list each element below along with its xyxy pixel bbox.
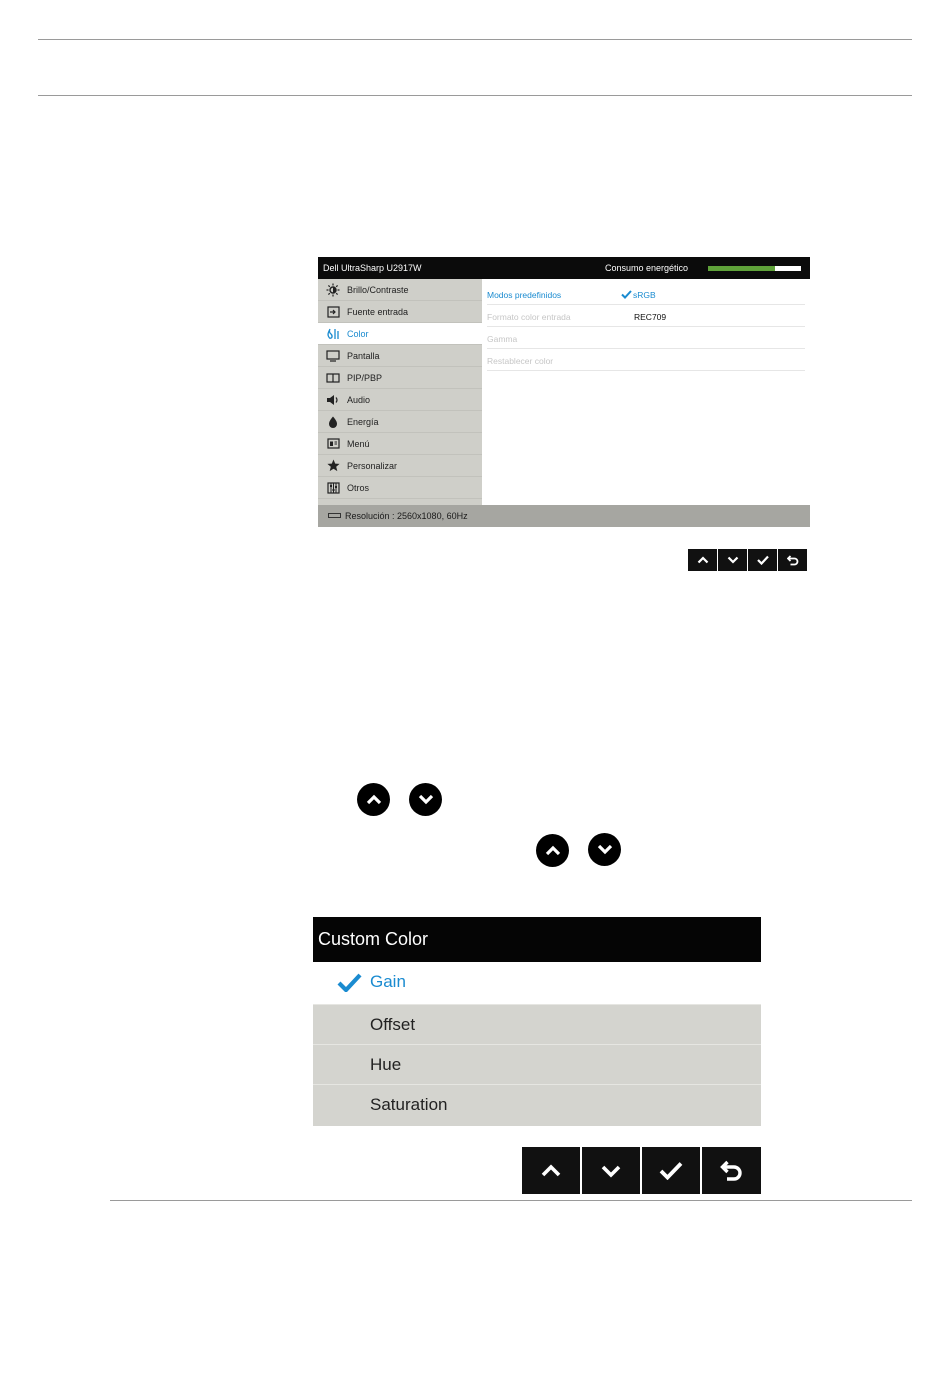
chevron-down-round-icon <box>588 833 621 866</box>
brightness-icon <box>326 283 340 297</box>
display-port-icon <box>328 513 341 518</box>
submenu-row-restablecer[interactable] <box>487 349 805 371</box>
energy-label: Consumo energético <box>605 263 689 273</box>
custom-color-title: Custom Color <box>318 929 429 949</box>
custom-color-button-bar <box>522 1147 761 1194</box>
check-icon <box>659 1161 683 1180</box>
submenu-row-modos[interactable] <box>487 283 805 305</box>
return-icon <box>720 1160 744 1182</box>
return-icon <box>787 555 799 566</box>
energy-meter-fill <box>708 266 775 271</box>
up-button[interactable] <box>688 549 717 571</box>
custom-color-item-label: Hue <box>370 1055 402 1074</box>
energy-icon <box>326 415 340 429</box>
menu-item-label: Energía <box>347 416 379 427</box>
submenu-row-formato[interactable] <box>487 305 805 327</box>
custom-color-item-hue[interactable] <box>313 1044 761 1084</box>
menu-item-menu[interactable] <box>318 433 482 455</box>
menu-item-label: Pantalla <box>347 350 380 361</box>
menu-item-personalizar[interactable] <box>318 455 482 477</box>
menu-item-audio[interactable] <box>318 389 482 411</box>
menu-item-label: Fuente entrada <box>347 306 409 317</box>
osd-model-title: Dell UltraSharp U2917W <box>323 263 422 273</box>
custom-color-item-saturation[interactable] <box>313 1084 761 1126</box>
chevron-down-round-icon <box>409 783 442 816</box>
check-icon <box>337 973 362 997</box>
down-button[interactable] <box>718 549 747 571</box>
back-button[interactable] <box>702 1147 761 1194</box>
menu-item-energia[interactable] <box>318 411 482 433</box>
osd-header <box>318 257 810 279</box>
chevron-down-icon <box>600 1164 622 1178</box>
submenu-label: Gamma <box>487 334 518 344</box>
menu-item-fuente-entrada[interactable] <box>318 301 482 323</box>
footer-rule <box>110 1200 912 1201</box>
chevron-down-icon <box>727 556 739 564</box>
menu-item-label: Menú <box>347 438 370 449</box>
others-icon <box>326 481 340 495</box>
osd-footer <box>318 505 810 527</box>
menu-item-label: Color <box>347 328 369 339</box>
custom-color-item-label: Offset <box>370 1015 416 1034</box>
check-icon <box>621 290 632 299</box>
menu-item-label: Audio <box>347 394 371 405</box>
submenu-row-gamma[interactable] <box>487 327 805 349</box>
osd-submenu-panel <box>482 279 810 505</box>
input-source-icon <box>326 305 340 319</box>
submenu-value: REC709 <box>634 312 667 322</box>
menu-item-color[interactable] <box>318 323 482 345</box>
header-rule-bottom <box>38 95 912 96</box>
osd-main-menu <box>318 279 482 505</box>
chevron-up-icon <box>697 556 709 564</box>
osd-button-bar <box>688 549 807 571</box>
custom-color-menu <box>313 917 761 1126</box>
pip-icon <box>326 371 340 385</box>
menu-item-pantalla[interactable] <box>318 345 482 367</box>
star-icon <box>326 459 340 473</box>
energy-meter-white <box>775 266 801 271</box>
menu-item-label: Otros <box>347 482 370 493</box>
menu-item-label: PIP/PBP <box>347 372 383 383</box>
submenu-label: Modos predefinidos <box>487 290 562 300</box>
color-icon <box>326 327 340 341</box>
energy-meter <box>708 266 801 271</box>
custom-color-item-label: Saturation <box>370 1095 448 1114</box>
header-rule-top <box>38 39 912 40</box>
resolution-text: Resolución : 2560x1080, 60Hz <box>345 511 468 521</box>
submenu-label: Formato color entrada <box>487 312 571 322</box>
down-button[interactable] <box>582 1147 640 1194</box>
up-button[interactable] <box>522 1147 580 1194</box>
submenu-label: Restablecer color <box>487 356 554 366</box>
chevron-up-icon <box>540 1164 562 1178</box>
menu-item-label: Brillo/Contraste <box>347 284 409 295</box>
submenu-value-text: sRGB <box>633 290 656 300</box>
menu-item-label: Personalizar <box>347 460 398 471</box>
menu-item-brillo-contraste[interactable] <box>318 279 482 301</box>
check-icon <box>757 555 769 565</box>
speaker-icon <box>326 393 340 407</box>
confirm-button[interactable] <box>642 1147 700 1194</box>
osd-window <box>318 257 810 527</box>
back-button[interactable] <box>778 549 807 571</box>
menu-item-otros[interactable] <box>318 477 482 499</box>
submenu-value <box>621 290 656 300</box>
custom-color-item-gain[interactable] <box>313 962 761 1004</box>
menu-icon <box>326 437 340 451</box>
confirm-button[interactable] <box>748 549 777 571</box>
display-icon <box>326 349 340 363</box>
custom-color-header <box>313 917 761 962</box>
menu-item-pip-pbp[interactable] <box>318 367 482 389</box>
custom-color-item-offset[interactable] <box>313 1004 761 1044</box>
chevron-up-round-icon <box>357 783 390 816</box>
chevron-up-round-icon <box>536 834 569 867</box>
custom-color-item-label: Gain <box>370 972 406 991</box>
